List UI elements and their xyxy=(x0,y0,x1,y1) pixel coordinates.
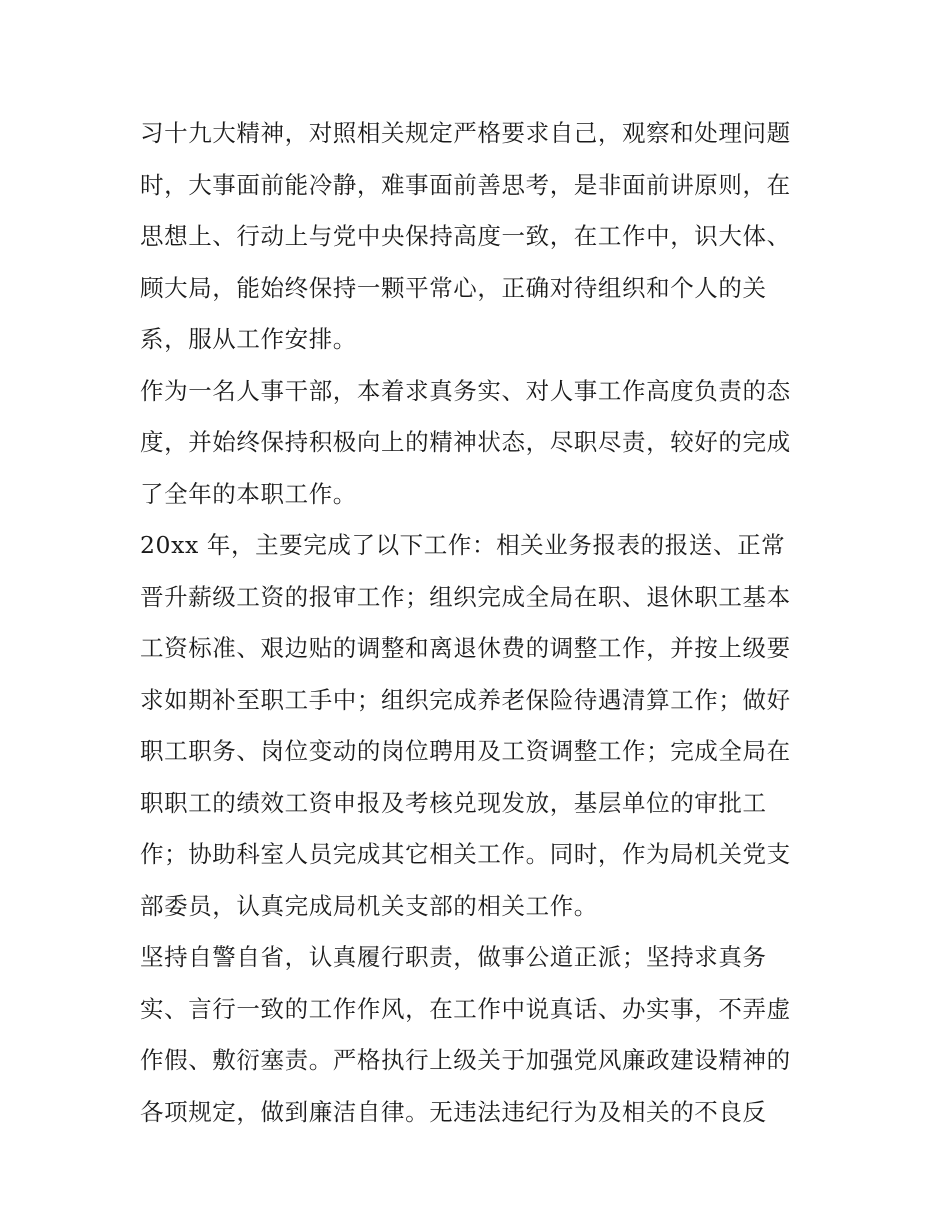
text-line: 作；协助科室人员完成其它相关工作。同时，作为局机关党支 xyxy=(140,840,791,868)
text-line: 部委员，认真完成局机关支部的相关工作。 xyxy=(140,891,598,920)
text-line: 系，服从工作安排。 xyxy=(140,325,357,353)
text-line: 时，大事面前能冷静，难事面前善思考，是非面前讲原则，在 xyxy=(140,170,791,199)
text-line: 各项规定，做到廉洁自律。无违法违纪行为及相关的不良反 xyxy=(140,1097,767,1126)
text-line: 晋升薪级工资的报审工作；组织完成全局在职、退休职工基本 xyxy=(140,582,791,611)
text-line: 顾大局，能始终保持一颗平常心，正确对待组织和个人的关 xyxy=(140,273,767,302)
document-body xyxy=(140,108,820,1138)
text-line: 了全年的本职工作。 xyxy=(140,479,357,508)
text-line: 习十九大精神，对照相关规定严格要求自己，观察和处理问题 xyxy=(140,119,791,147)
text-line: 求如期补至职工手中；组织完成养老保险待遇清算工作；做好 xyxy=(140,685,791,714)
text-line: 作假、敷衍塞责。严格执行上级关于加强党风廉政建设精神的 xyxy=(140,1046,791,1074)
text-line: 度，并始终保持积极向上的精神状态，尽职尽责，较好的完成 xyxy=(140,428,791,456)
text-line: 思想上、行动上与党中央保持高度一致，在工作中，识大体、 xyxy=(140,222,791,250)
text-line: 20xx 年，主要完成了以下工作：相关业务报表的报送、正常 xyxy=(140,531,786,559)
text-line: 坚持自警自省，认真履行职责，做事公道正派；坚持求真务 xyxy=(140,943,767,971)
text-line: 职工职务、岗位变动的岗位聘用及工资调整工作；完成全局在 xyxy=(140,737,791,765)
text-line: 实、言行一致的工作作风，在工作中说真话、办实事，不弄虚 xyxy=(140,994,791,1023)
text-line: 工资标准、艰边贴的调整和离退休费的调整工作，并按上级要 xyxy=(140,634,791,662)
text-line: 职职工的绩效工资申报及考核兑现发放，基层单位的审批工 xyxy=(140,788,767,817)
text-line: 作为一名人事干部，本着求真务实、对人事工作高度负责的态 xyxy=(140,376,791,405)
